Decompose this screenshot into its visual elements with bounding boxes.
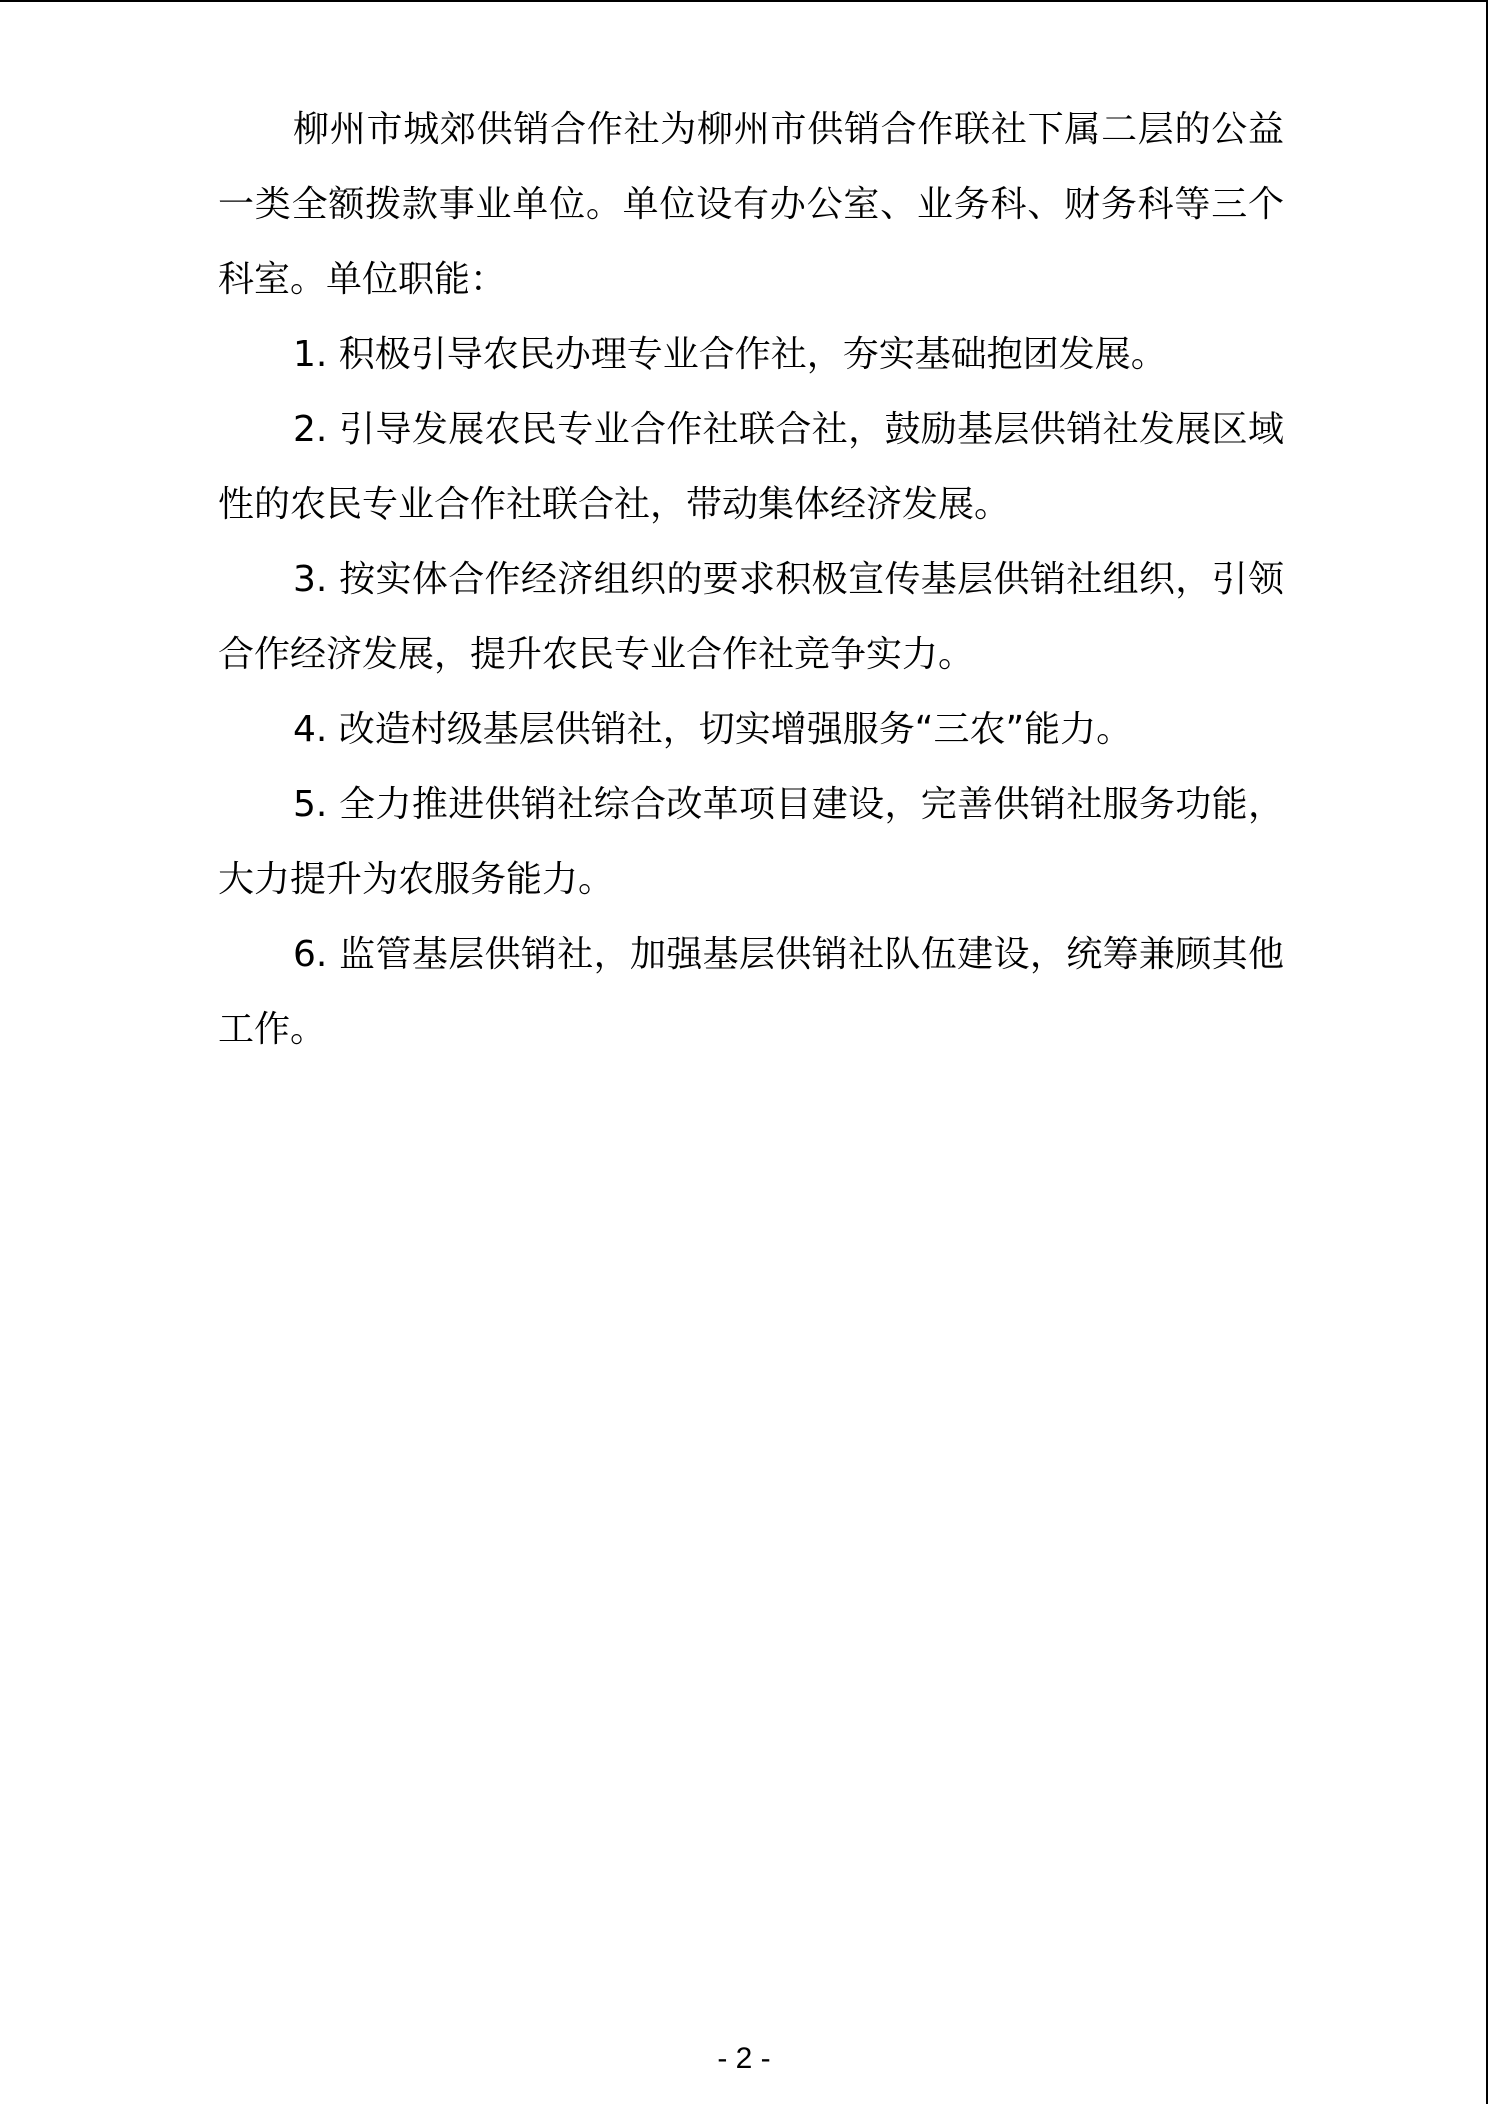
duty-item-6: 6. 监管基层供销社，加强基层供销社队伍建设，统筹兼顾其他工作。: [218, 934, 1284, 1050]
intro-paragraph: 柳州市城郊供销合作社为柳州市供销合作联社下属二层的公益一类全额拨款事业单位。单位设有办公室、业务科、财务科等三个科室。单位职能：: [218, 109, 1284, 300]
duty-item-1: 1. 积极引导农民办理专业合作社，夯实基础抱团发展。: [293, 334, 1167, 375]
duty-item-2: 2. 引导发展农民专业合作社联合社，鼓励基层供销社发展区域性的农民专业合作社联合社，带动集体经济发展。: [218, 409, 1284, 525]
document-body: [218, 92, 1284, 1067]
duty-item-3: 3. 按实体合作经济组织的要求积极宣传基层供销社组织，引领合作经济发展，提升农民专业合作社竞争实力。: [218, 559, 1284, 675]
duty-item-4: 4. 改造村级基层供销社，切实增强服务“三农”能力。: [293, 709, 1133, 750]
page-number: - 2 -: [717, 2042, 771, 2075]
duty-item-5: 5. 全力推进供销社综合改革项目建设，完善供销社服务功能，大力提升为农服务能力。: [218, 784, 1284, 900]
